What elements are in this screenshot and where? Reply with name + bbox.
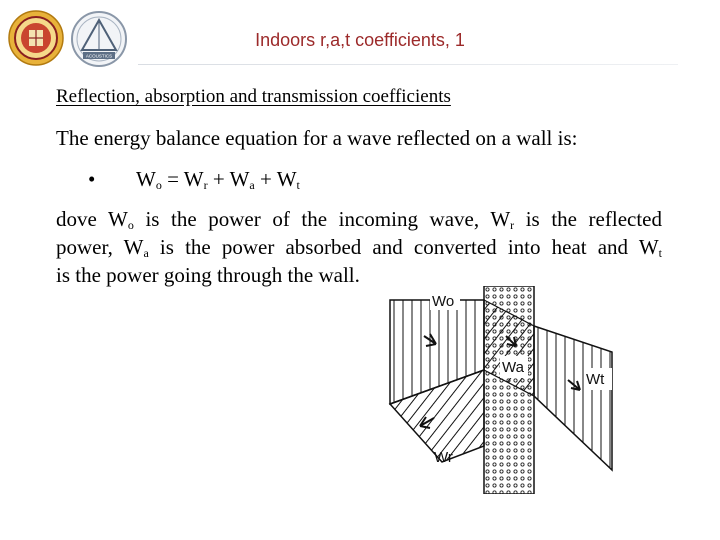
wall-reflection-diagram <box>372 286 634 494</box>
bullet-icon: • <box>88 167 96 191</box>
header-divider <box>138 64 678 65</box>
explanation-paragraph <box>56 205 662 289</box>
logo-text: ACOUSTICS <box>85 53 113 59</box>
transmitted-beam <box>534 326 612 470</box>
energy-balance-equation: $W_o = W_r + W_a + W_t$ <box>136 167 300 192</box>
intro-text: The energy balance equation for a wave reflected on a wall is: <box>56 126 578 150</box>
label-absorbed: Wa <box>502 359 524 376</box>
label-incoming: Wo <box>432 293 455 310</box>
paragraph-line-1: dove $W_o$ is the power of the incoming wave, $W_r$ is the reflected <box>56 207 662 232</box>
label-transmitted: Wt <box>586 371 605 388</box>
label-reflected: Wr <box>434 449 453 466</box>
paragraph-line-3: is the power going through the wall. <box>56 263 360 287</box>
section-heading: Reflection, absorption and transmission coefficients <box>56 86 451 107</box>
page-title: Indoors r,a,t coefficients, 1 <box>255 30 465 50</box>
paragraph-line-2: power, $W_a$ is the power absorbed and converted into heat and $W_t$ <box>56 235 662 260</box>
